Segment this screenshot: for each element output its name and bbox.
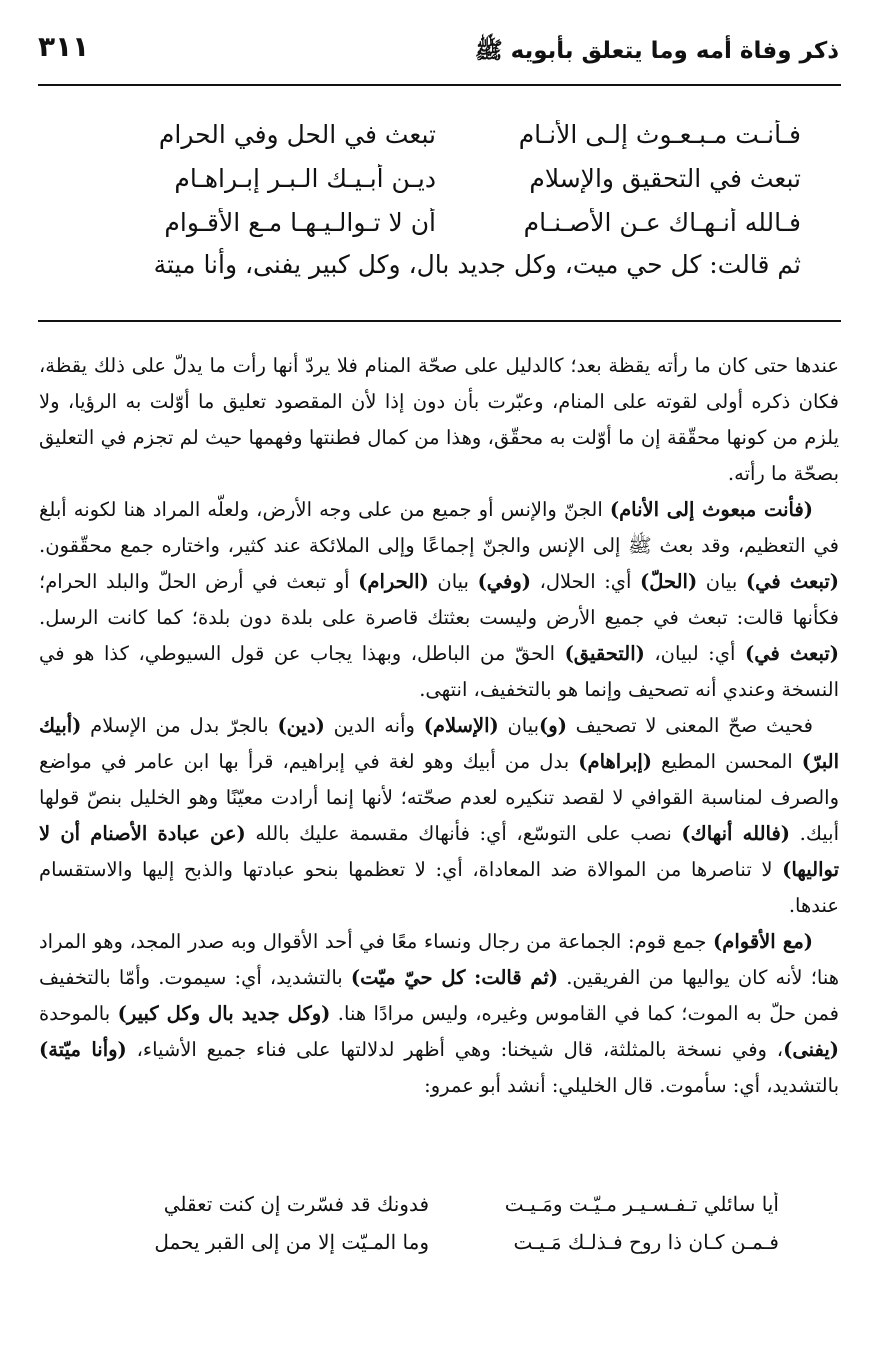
poem-hemistich-second: تبعث في الحل وفي الحرام: [158, 119, 436, 149]
poem-hemistich-first: فـأنـت مـبـعـوث إلـى الأنـام: [518, 119, 801, 149]
commentary-text-run: بيان: [498, 714, 540, 737]
commentary-text: [39, 348, 839, 1104]
commentary-text-run: وأنه الدين: [324, 714, 424, 737]
commentary-text-run: بالجرّ بدل من الإسلام: [81, 714, 278, 737]
footnote-rule: [38, 320, 841, 322]
poem-hemistich-first: تبعث في التحقيق والإسلام: [529, 163, 801, 193]
commentary-text-run: نصب على التوسّع، أي: فأنهاك مقسمة عليك بالله: [245, 822, 682, 845]
keyword: (تبعث في): [744, 642, 839, 665]
keyword: (تبعث في): [745, 570, 839, 593]
keyword: (دين): [277, 714, 325, 737]
header-rule: [38, 84, 841, 86]
commentary-text-run: فحيث صحّ المعنى لا تصحيف: [566, 714, 813, 737]
keyword: (الحلّ): [640, 570, 698, 593]
commentary-text-run: ، وفي نسخة بالمثلثة، قال شيخنا: وهي أظهر لدلالتها على فناء جميع الأشياء،: [126, 1038, 784, 1061]
commentary-paragraph: [39, 492, 839, 708]
poem-line: [21, 112, 801, 156]
poem-hemistich-second: ديـن أبـيـك الـبـر إبـراهـام: [174, 163, 436, 193]
keyword: (فالله أنهاك): [681, 822, 791, 845]
commentary-text-run: بيان: [697, 570, 746, 593]
poem-line: [139, 1185, 779, 1223]
commentary-text-run: بالموحدة: [39, 1002, 118, 1025]
keyword: (مع الأقوام): [713, 930, 813, 953]
commentary-text-run: الحقّ من الباطل، وبهذا يجاب عن قول السيوطي، كذا هو في النسخة وعندي أنه تصحيف وإنما هو بالتخفيف، انتهى.: [39, 642, 839, 701]
commentary-paragraph: [39, 924, 839, 1104]
closing-poem: [139, 1185, 779, 1261]
main-text-closing-line: ثم قالت: كل حي ميت، وكل جديد بال، وكل كبير يفنى، وأنا ميتة: [153, 250, 801, 279]
commentary-text-run: الجنّ والإنس أو جميع من على وجه الأرض، ولعلّه المراد هنا لكونه أبلغ في التعظيم، وقد بعث ﷺ إلى الإنس والجنّ إجماعًا وإلى الملائكة عند كثير، واختاره جمع محقّقون.: [39, 498, 839, 557]
commentary-text-run: المحسن المطيع: [652, 750, 802, 773]
keyword: (ثم قالت: كل حيّ ميّت): [350, 966, 559, 989]
poem-hemistich-first: أيا سائلي تـفـسـيـر مـيّـت ومَـيـت: [504, 1192, 779, 1216]
commentary-text-run: أي: الحلال،: [531, 570, 641, 593]
poem-block: [21, 112, 801, 244]
poem-line: [139, 1223, 779, 1261]
keyword: (و): [539, 714, 567, 737]
keyword: (إبراهام): [578, 750, 653, 773]
commentary-text-run: بالتشديد، أي: سأموت. قال الخليلي: أنشد أبو عمرو:: [424, 1074, 839, 1097]
commentary-text-run: لا تناصرها من الموالاة ضد المعاداة، أي: لا تعظمها بنحو عبادتها والذبح إليها والاستقسام عندها.: [39, 858, 839, 917]
poem-hemistich-second: فدونك قد فسّرت إن كنت تعقلي: [163, 1192, 429, 1216]
poem-hemistich-first: فـمـن كـان ذا روح فـذلـك مَـيـت: [513, 1230, 779, 1254]
poem-line: [21, 200, 801, 244]
poem-hemistich-second: أن لا تـوالـيـهـا مـع الأقـوام: [164, 207, 436, 237]
commentary-text-run: جمع قوم: الجماعة من رجال ونساء معًا في أحد الأقوال وبه صدر المجد، وهو المراد هنا؛ لأنه كان يواليها من الفريقين.: [39, 930, 840, 989]
commentary-text-run: أو تبعث في أرض الحلّ والبلد الحرام؛ فكأنها قالت: تبعث في جميع الأرض وليست بعثتك قاصرة على بلدة دون بلدة؛ كما كانت الرسل.: [39, 570, 839, 629]
keyword: (فأنت مبعوث إلى الأنام): [609, 498, 814, 521]
commentary-paragraph: عندها حتى كان ما رأته يقظة بعد؛ كالدليل على صحّة المنام فلا يردّ أنها رأت ما يدلّ على ذلك يقظة، فكان ذكره أولى لقوته على المنام، وعبّرت بأن دون إذا لأن المقصود تعليق ما أوّلت به الرؤيا، ولا يلزم من كونها محقّقة إن ما أوّلت به محقّق، وهذا من كمال فطنتها وفهمها حيث لم تجزم في التعليق بصحّة ما رأته.: [39, 354, 839, 485]
keyword: (عن عبادة الأصنام أن لا تواليها): [39, 822, 839, 881]
keyword: (التحقيق): [564, 642, 645, 665]
commentary-text-run: بالتشديد، أي: سيموت. وأمّا بالتخفيف فمن حلّ به الموت؛ كما في القاموس وغيره، وليس مرادًا هنا.: [39, 966, 839, 1025]
keyword: (الإسلام): [423, 714, 499, 737]
poem-hemistich-second: وما المـيّت إلا من إلى القبر يحمل: [154, 1230, 429, 1254]
keyword: (وكل جديد بال وكل كبير): [117, 1002, 331, 1025]
keyword: (الحرام): [358, 570, 429, 593]
poem-line: [21, 156, 801, 200]
keyword: (أبيك البرّ): [39, 714, 839, 773]
poem-hemistich-first: فـالله أنـهـاك عـن الأصـنـام: [523, 207, 801, 237]
page-number: ٣١١: [38, 30, 90, 63]
commentary-text-run: بدل من أبيك وهو لغة في إبراهيم، قرأ بها ابن عامر في مواضع والصرف لمناسبة القوافي لا لقصد تنكيره لعدم صحّته؛ لأنها إنما أرادت معيّنًا وهو الخليل بنصّ قولها أبيك.: [39, 750, 840, 845]
keyword: (وفي): [477, 570, 532, 593]
keyword: (يفنى): [783, 1038, 839, 1061]
commentary-paragraph: [39, 708, 839, 924]
keyword: (وأنا ميّتة): [39, 1038, 127, 1061]
commentary-text-run: أي: لبيان،: [644, 642, 745, 665]
commentary-text-run: بيان: [428, 570, 478, 593]
running-title: ذكر وفاة أمه وما يتعلق بأبويه ﷺ: [474, 38, 839, 64]
